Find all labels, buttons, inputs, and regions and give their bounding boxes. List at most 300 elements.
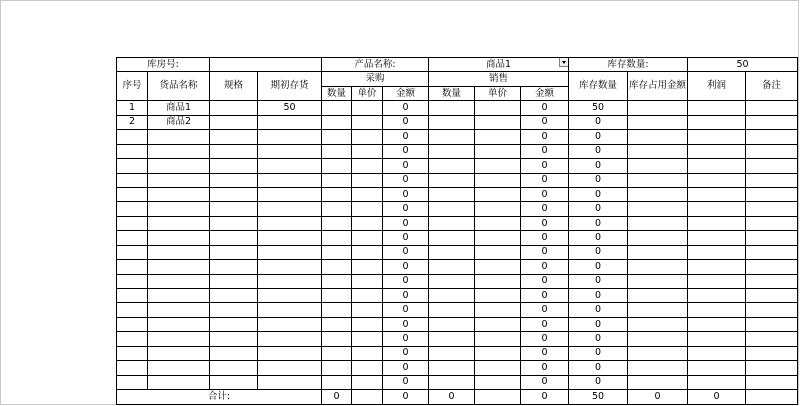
cell-stock-amount[interactable] (628, 245, 688, 259)
cell-name[interactable] (148, 361, 210, 375)
cell-s-amount[interactable]: 0 (521, 303, 569, 317)
cell-note[interactable] (746, 332, 798, 346)
cell-stock-amount[interactable] (628, 101, 688, 115)
cell-spec[interactable] (210, 346, 258, 360)
total-p-qty[interactable]: 0 (322, 390, 352, 404)
cell-p-qty[interactable] (322, 231, 352, 245)
cell-stock-qty[interactable]: 0 (569, 260, 628, 274)
cell-p-price[interactable] (352, 187, 383, 201)
cell-s-price[interactable] (475, 274, 521, 288)
cell-profit[interactable] (688, 101, 746, 115)
cell-seq[interactable] (117, 231, 148, 245)
cell-s-qty[interactable] (429, 187, 475, 201)
cell-seq[interactable] (117, 144, 148, 158)
cell-stock-qty[interactable]: 0 (569, 173, 628, 187)
cell-stock-qty[interactable]: 0 (569, 202, 628, 216)
cell-opening[interactable] (258, 346, 322, 360)
cell-seq[interactable] (117, 303, 148, 317)
cell-p-price[interactable] (352, 361, 383, 375)
cell-p-price[interactable] (352, 159, 383, 173)
cell-profit[interactable] (688, 144, 746, 158)
cell-p-amount[interactable]: 0 (383, 130, 429, 144)
cell-opening[interactable] (258, 159, 322, 173)
cell-note[interactable] (746, 159, 798, 173)
cell-p-qty[interactable] (322, 202, 352, 216)
cell-s-qty[interactable] (429, 361, 475, 375)
cell-stock-qty[interactable]: 0 (569, 115, 628, 129)
cell-s-amount[interactable]: 0 (521, 231, 569, 245)
cell-p-price[interactable] (352, 274, 383, 288)
cell-note[interactable] (746, 173, 798, 187)
cell-note[interactable] (746, 346, 798, 360)
cell-profit[interactable] (688, 260, 746, 274)
cell-profit[interactable] (688, 332, 746, 346)
cell-seq[interactable] (117, 245, 148, 259)
cell-s-price[interactable] (475, 187, 521, 201)
cell-opening[interactable] (258, 289, 322, 303)
cell-opening[interactable]: 50 (258, 101, 322, 115)
cell-p-qty[interactable] (322, 260, 352, 274)
cell-profit[interactable] (688, 130, 746, 144)
cell-s-price[interactable] (475, 202, 521, 216)
cell-s-amount[interactable]: 0 (521, 289, 569, 303)
cell-note[interactable] (746, 303, 798, 317)
cell-p-qty[interactable] (322, 101, 352, 115)
cell-p-qty[interactable] (322, 115, 352, 129)
cell-s-qty[interactable] (429, 130, 475, 144)
cell-s-amount[interactable]: 0 (521, 317, 569, 331)
cell-stock-qty[interactable]: 0 (569, 159, 628, 173)
cell-p-qty[interactable] (322, 216, 352, 230)
cell-p-price[interactable] (352, 216, 383, 230)
cell-s-amount[interactable]: 0 (521, 274, 569, 288)
cell-s-qty[interactable] (429, 346, 475, 360)
cell-s-amount[interactable]: 0 (521, 260, 569, 274)
cell-stock-amount[interactable] (628, 303, 688, 317)
cell-opening[interactable] (258, 187, 322, 201)
cell-seq[interactable]: 1 (117, 101, 148, 115)
cell-stock-amount[interactable] (628, 144, 688, 158)
cell-note[interactable] (746, 260, 798, 274)
chevron-down-icon[interactable] (559, 58, 569, 68)
cell-s-amount[interactable]: 0 (521, 245, 569, 259)
cell-s-amount[interactable]: 0 (521, 144, 569, 158)
product-select[interactable] (429, 58, 569, 72)
cell-note[interactable] (746, 231, 798, 245)
cell-stock-amount[interactable] (628, 231, 688, 245)
cell-s-amount[interactable]: 0 (521, 375, 569, 389)
cell-name[interactable] (148, 144, 210, 158)
cell-opening[interactable] (258, 332, 322, 346)
cell-s-amount[interactable]: 0 (521, 173, 569, 187)
cell-spec[interactable] (210, 375, 258, 389)
cell-name[interactable]: 商品2 (148, 115, 210, 129)
cell-note[interactable] (746, 202, 798, 216)
cell-stock-qty[interactable]: 0 (569, 231, 628, 245)
cell-p-amount[interactable]: 0 (383, 274, 429, 288)
cell-s-qty[interactable] (429, 260, 475, 274)
cell-stock-amount[interactable] (628, 332, 688, 346)
cell-s-qty[interactable] (429, 375, 475, 389)
cell-s-price[interactable] (475, 289, 521, 303)
cell-p-amount[interactable]: 0 (383, 173, 429, 187)
cell-stock-amount[interactable] (628, 289, 688, 303)
cell-s-price[interactable] (475, 332, 521, 346)
cell-p-qty[interactable] (322, 187, 352, 201)
cell-s-price[interactable] (475, 115, 521, 129)
cell-p-qty[interactable] (322, 144, 352, 158)
cell-spec[interactable] (210, 260, 258, 274)
cell-stock-amount[interactable] (628, 130, 688, 144)
cell-s-qty[interactable] (429, 144, 475, 158)
cell-s-qty[interactable] (429, 245, 475, 259)
cell-seq[interactable] (117, 317, 148, 331)
cell-spec[interactable] (210, 216, 258, 230)
cell-s-qty[interactable] (429, 202, 475, 216)
cell-stock-qty[interactable]: 0 (569, 289, 628, 303)
cell-s-qty[interactable] (429, 101, 475, 115)
cell-profit[interactable] (688, 115, 746, 129)
cell-seq[interactable] (117, 173, 148, 187)
cell-s-price[interactable] (475, 231, 521, 245)
cell-p-amount[interactable]: 0 (383, 115, 429, 129)
cell-opening[interactable] (258, 144, 322, 158)
cell-p-qty[interactable] (322, 289, 352, 303)
cell-p-price[interactable] (352, 375, 383, 389)
cell-name[interactable] (148, 332, 210, 346)
total-p-amount[interactable]: 0 (383, 390, 429, 404)
cell-note[interactable] (746, 361, 798, 375)
table-row (117, 173, 798, 187)
cell-s-price[interactable] (475, 260, 521, 274)
cell-profit[interactable] (688, 231, 746, 245)
cell-s-amount[interactable]: 0 (521, 187, 569, 201)
cell-stock-amount[interactable] (628, 346, 688, 360)
cell-s-qty[interactable] (429, 159, 475, 173)
cell-p-amount[interactable]: 0 (383, 187, 429, 201)
cell-name[interactable] (148, 346, 210, 360)
cell-s-qty[interactable] (429, 173, 475, 187)
cell-name[interactable] (148, 375, 210, 389)
cell-profit[interactable] (688, 317, 746, 331)
cell-spec[interactable] (210, 115, 258, 129)
cell-s-price[interactable] (475, 303, 521, 317)
header-purchase-price: 单价 (352, 86, 383, 100)
cell-p-amount[interactable]: 0 (383, 159, 429, 173)
cell-s-price[interactable] (475, 101, 521, 115)
cell-s-price[interactable] (475, 346, 521, 360)
cell-s-price[interactable] (475, 159, 521, 173)
cell-stock-amount[interactable] (628, 159, 688, 173)
cell-s-amount[interactable]: 0 (521, 216, 569, 230)
cell-stock-amount[interactable] (628, 115, 688, 129)
cell-p-qty[interactable] (322, 245, 352, 259)
cell-name[interactable] (148, 216, 210, 230)
cell-s-amount[interactable]: 0 (521, 159, 569, 173)
cell-note[interactable] (746, 101, 798, 115)
cell-note[interactable] (746, 187, 798, 201)
cell-stock-qty[interactable]: 0 (569, 144, 628, 158)
cell-stock-amount[interactable] (628, 274, 688, 288)
cell-p-price[interactable] (352, 303, 383, 317)
cell-p-qty[interactable] (322, 173, 352, 187)
cell-profit[interactable] (688, 274, 746, 288)
cell-stock-amount[interactable] (628, 317, 688, 331)
cell-profit[interactable] (688, 245, 746, 259)
cell-name[interactable] (148, 317, 210, 331)
cell-stock-qty[interactable]: 0 (569, 332, 628, 346)
cell-p-qty[interactable] (322, 303, 352, 317)
cell-stock-amount[interactable] (628, 173, 688, 187)
cell-p-amount[interactable]: 0 (383, 101, 429, 115)
cell-opening[interactable] (258, 216, 322, 230)
total-s-qty[interactable]: 0 (429, 390, 475, 404)
cell-note[interactable] (746, 216, 798, 230)
cell-s-amount[interactable]: 0 (521, 202, 569, 216)
cell-p-qty[interactable] (322, 375, 352, 389)
cell-note[interactable] (746, 317, 798, 331)
cell-stock-amount[interactable] (628, 361, 688, 375)
cell-seq[interactable] (117, 202, 148, 216)
cell-s-qty[interactable] (429, 216, 475, 230)
cell-opening[interactable] (258, 303, 322, 317)
total-p-price[interactable] (352, 390, 383, 404)
cell-stock-qty[interactable]: 0 (569, 346, 628, 360)
cell-p-price[interactable] (352, 130, 383, 144)
cell-stock-qty[interactable]: 0 (569, 130, 628, 144)
cell-seq[interactable] (117, 274, 148, 288)
cell-s-qty[interactable] (429, 274, 475, 288)
inventory-table (116, 57, 798, 405)
cell-stock-amount[interactable] (628, 216, 688, 230)
cell-s-amount[interactable]: 0 (521, 361, 569, 375)
cell-note[interactable] (746, 245, 798, 259)
cell-stock-qty[interactable]: 0 (569, 361, 628, 375)
cell-p-qty[interactable] (322, 361, 352, 375)
cell-s-amount[interactable]: 0 (521, 115, 569, 129)
cell-seq[interactable]: 2 (117, 115, 148, 129)
cell-spec[interactable] (210, 202, 258, 216)
cell-p-price[interactable] (352, 317, 383, 331)
cell-seq[interactable] (117, 216, 148, 230)
cell-stock-qty[interactable]: 0 (569, 245, 628, 259)
cell-s-price[interactable] (475, 317, 521, 331)
cell-p-price[interactable] (352, 231, 383, 245)
cell-spec[interactable] (210, 101, 258, 115)
cell-s-price[interactable] (475, 216, 521, 230)
header-purchase-amount: 金额 (383, 86, 429, 100)
cell-s-price[interactable] (475, 173, 521, 187)
cell-name[interactable] (148, 231, 210, 245)
cell-p-qty[interactable] (322, 130, 352, 144)
cell-name[interactable] (148, 159, 210, 173)
cell-p-price[interactable] (352, 101, 383, 115)
cell-p-amount[interactable]: 0 (383, 144, 429, 158)
cell-name[interactable] (148, 260, 210, 274)
cell-note[interactable] (746, 144, 798, 158)
cell-p-amount[interactable]: 0 (383, 260, 429, 274)
cell-p-price[interactable] (352, 346, 383, 360)
cell-opening[interactable] (258, 317, 322, 331)
cell-name[interactable] (148, 187, 210, 201)
cell-s-price[interactable] (475, 144, 521, 158)
cell-p-amount[interactable]: 0 (383, 202, 429, 216)
cell-name[interactable] (148, 202, 210, 216)
cell-s-qty[interactable] (429, 303, 475, 317)
cell-p-amount[interactable]: 0 (383, 332, 429, 346)
header-sales-qty: 数量 (429, 86, 475, 100)
cell-p-amount[interactable]: 0 (383, 375, 429, 389)
cell-spec[interactable] (210, 274, 258, 288)
cell-s-price[interactable] (475, 361, 521, 375)
cell-spec[interactable] (210, 289, 258, 303)
cell-note[interactable] (746, 375, 798, 389)
cell-p-amount[interactable]: 0 (383, 317, 429, 331)
cell-profit[interactable] (688, 361, 746, 375)
cell-p-amount[interactable]: 0 (383, 216, 429, 230)
cell-profit[interactable] (688, 159, 746, 173)
cell-opening[interactable] (258, 361, 322, 375)
cell-seq[interactable] (117, 260, 148, 274)
cell-stock-amount[interactable] (628, 260, 688, 274)
cell-name[interactable] (148, 245, 210, 259)
cell-profit[interactable] (688, 375, 746, 389)
cell-stock-amount[interactable] (628, 202, 688, 216)
cell-spec[interactable] (210, 317, 258, 331)
cell-p-qty[interactable] (322, 346, 352, 360)
cell-profit[interactable] (688, 216, 746, 230)
cell-p-price[interactable] (352, 245, 383, 259)
cell-opening[interactable] (258, 260, 322, 274)
cell-spec[interactable] (210, 130, 258, 144)
cell-stock-qty[interactable]: 0 (569, 216, 628, 230)
cell-opening[interactable] (258, 130, 322, 144)
cell-p-price[interactable] (352, 289, 383, 303)
cell-note[interactable] (746, 130, 798, 144)
cell-s-qty[interactable] (429, 115, 475, 129)
cell-profit[interactable] (688, 187, 746, 201)
cell-s-qty[interactable] (429, 332, 475, 346)
cell-p-amount[interactable]: 0 (383, 361, 429, 375)
cell-seq[interactable] (117, 130, 148, 144)
cell-s-amount[interactable]: 0 (521, 346, 569, 360)
cell-name[interactable] (148, 130, 210, 144)
cell-seq[interactable] (117, 346, 148, 360)
cell-stock-qty[interactable]: 0 (569, 375, 628, 389)
cell-spec[interactable] (210, 245, 258, 259)
cell-s-price[interactable] (475, 130, 521, 144)
cell-stock-qty[interactable]: 0 (569, 274, 628, 288)
cell-p-qty[interactable] (322, 332, 352, 346)
cell-p-amount[interactable]: 0 (383, 289, 429, 303)
cell-spec[interactable] (210, 303, 258, 317)
cell-p-price[interactable] (352, 115, 383, 129)
cell-spec[interactable] (210, 332, 258, 346)
cell-opening[interactable] (258, 173, 322, 187)
cell-s-price[interactable] (475, 245, 521, 259)
cell-p-amount[interactable]: 0 (383, 245, 429, 259)
cell-stock-amount[interactable] (628, 187, 688, 201)
cell-seq[interactable] (117, 187, 148, 201)
cell-p-qty[interactable] (322, 159, 352, 173)
cell-spec[interactable] (210, 231, 258, 245)
cell-s-amount[interactable]: 0 (521, 130, 569, 144)
cell-profit[interactable] (688, 173, 746, 187)
cell-name[interactable]: 商品1 (148, 101, 210, 115)
cell-note[interactable] (746, 274, 798, 288)
cell-stock-qty[interactable]: 0 (569, 317, 628, 331)
cell-spec[interactable] (210, 159, 258, 173)
cell-seq[interactable] (117, 289, 148, 303)
cell-p-amount[interactable]: 0 (383, 231, 429, 245)
cell-p-price[interactable] (352, 144, 383, 158)
cell-seq[interactable] (117, 332, 148, 346)
cell-p-price[interactable] (352, 202, 383, 216)
total-stock-qty[interactable]: 50 (569, 390, 628, 404)
cell-stock-qty[interactable]: 0 (569, 303, 628, 317)
cell-p-price[interactable] (352, 332, 383, 346)
cell-name[interactable] (148, 173, 210, 187)
cell-stock-qty[interactable]: 50 (569, 101, 628, 115)
cell-p-qty[interactable] (322, 274, 352, 288)
cell-s-amount[interactable]: 0 (521, 101, 569, 115)
total-note[interactable] (746, 390, 798, 404)
total-stock-amount[interactable]: 0 (628, 390, 688, 404)
cell-p-price[interactable] (352, 260, 383, 274)
cell-opening[interactable] (258, 231, 322, 245)
table-row (117, 317, 798, 331)
cell-opening[interactable] (258, 115, 322, 129)
cell-name[interactable] (148, 289, 210, 303)
cell-p-amount[interactable]: 0 (383, 346, 429, 360)
cell-stock-amount[interactable] (628, 375, 688, 389)
cell-opening[interactable] (258, 375, 322, 389)
cell-p-qty[interactable] (322, 317, 352, 331)
cell-profit[interactable] (688, 202, 746, 216)
cell-s-qty[interactable] (429, 289, 475, 303)
warehouse-value-cell[interactable] (210, 58, 322, 72)
cell-name[interactable] (148, 303, 210, 317)
cell-p-price[interactable] (352, 173, 383, 187)
cell-name[interactable] (148, 274, 210, 288)
cell-s-qty[interactable] (429, 231, 475, 245)
cell-profit[interactable] (688, 346, 746, 360)
cell-opening[interactable] (258, 274, 322, 288)
total-profit[interactable]: 0 (688, 390, 746, 404)
cell-spec[interactable] (210, 361, 258, 375)
cell-seq[interactable] (117, 159, 148, 173)
cell-spec[interactable] (210, 173, 258, 187)
cell-s-amount[interactable]: 0 (521, 332, 569, 346)
cell-note[interactable] (746, 115, 798, 129)
cell-spec[interactable] (210, 187, 258, 201)
cell-seq[interactable] (117, 361, 148, 375)
cell-note[interactable] (746, 289, 798, 303)
total-s-amount[interactable]: 0 (521, 390, 569, 404)
table-row (117, 346, 798, 360)
cell-p-amount[interactable]: 0 (383, 303, 429, 317)
total-s-price[interactable] (475, 390, 521, 404)
cell-s-price[interactable] (475, 375, 521, 389)
cell-profit[interactable] (688, 289, 746, 303)
cell-opening[interactable] (258, 202, 322, 216)
cell-stock-qty[interactable]: 0 (569, 187, 628, 201)
cell-profit[interactable] (688, 303, 746, 317)
cell-s-qty[interactable] (429, 317, 475, 331)
cell-opening[interactable] (258, 245, 322, 259)
cell-seq[interactable] (117, 375, 148, 389)
cell-spec[interactable] (210, 144, 258, 158)
